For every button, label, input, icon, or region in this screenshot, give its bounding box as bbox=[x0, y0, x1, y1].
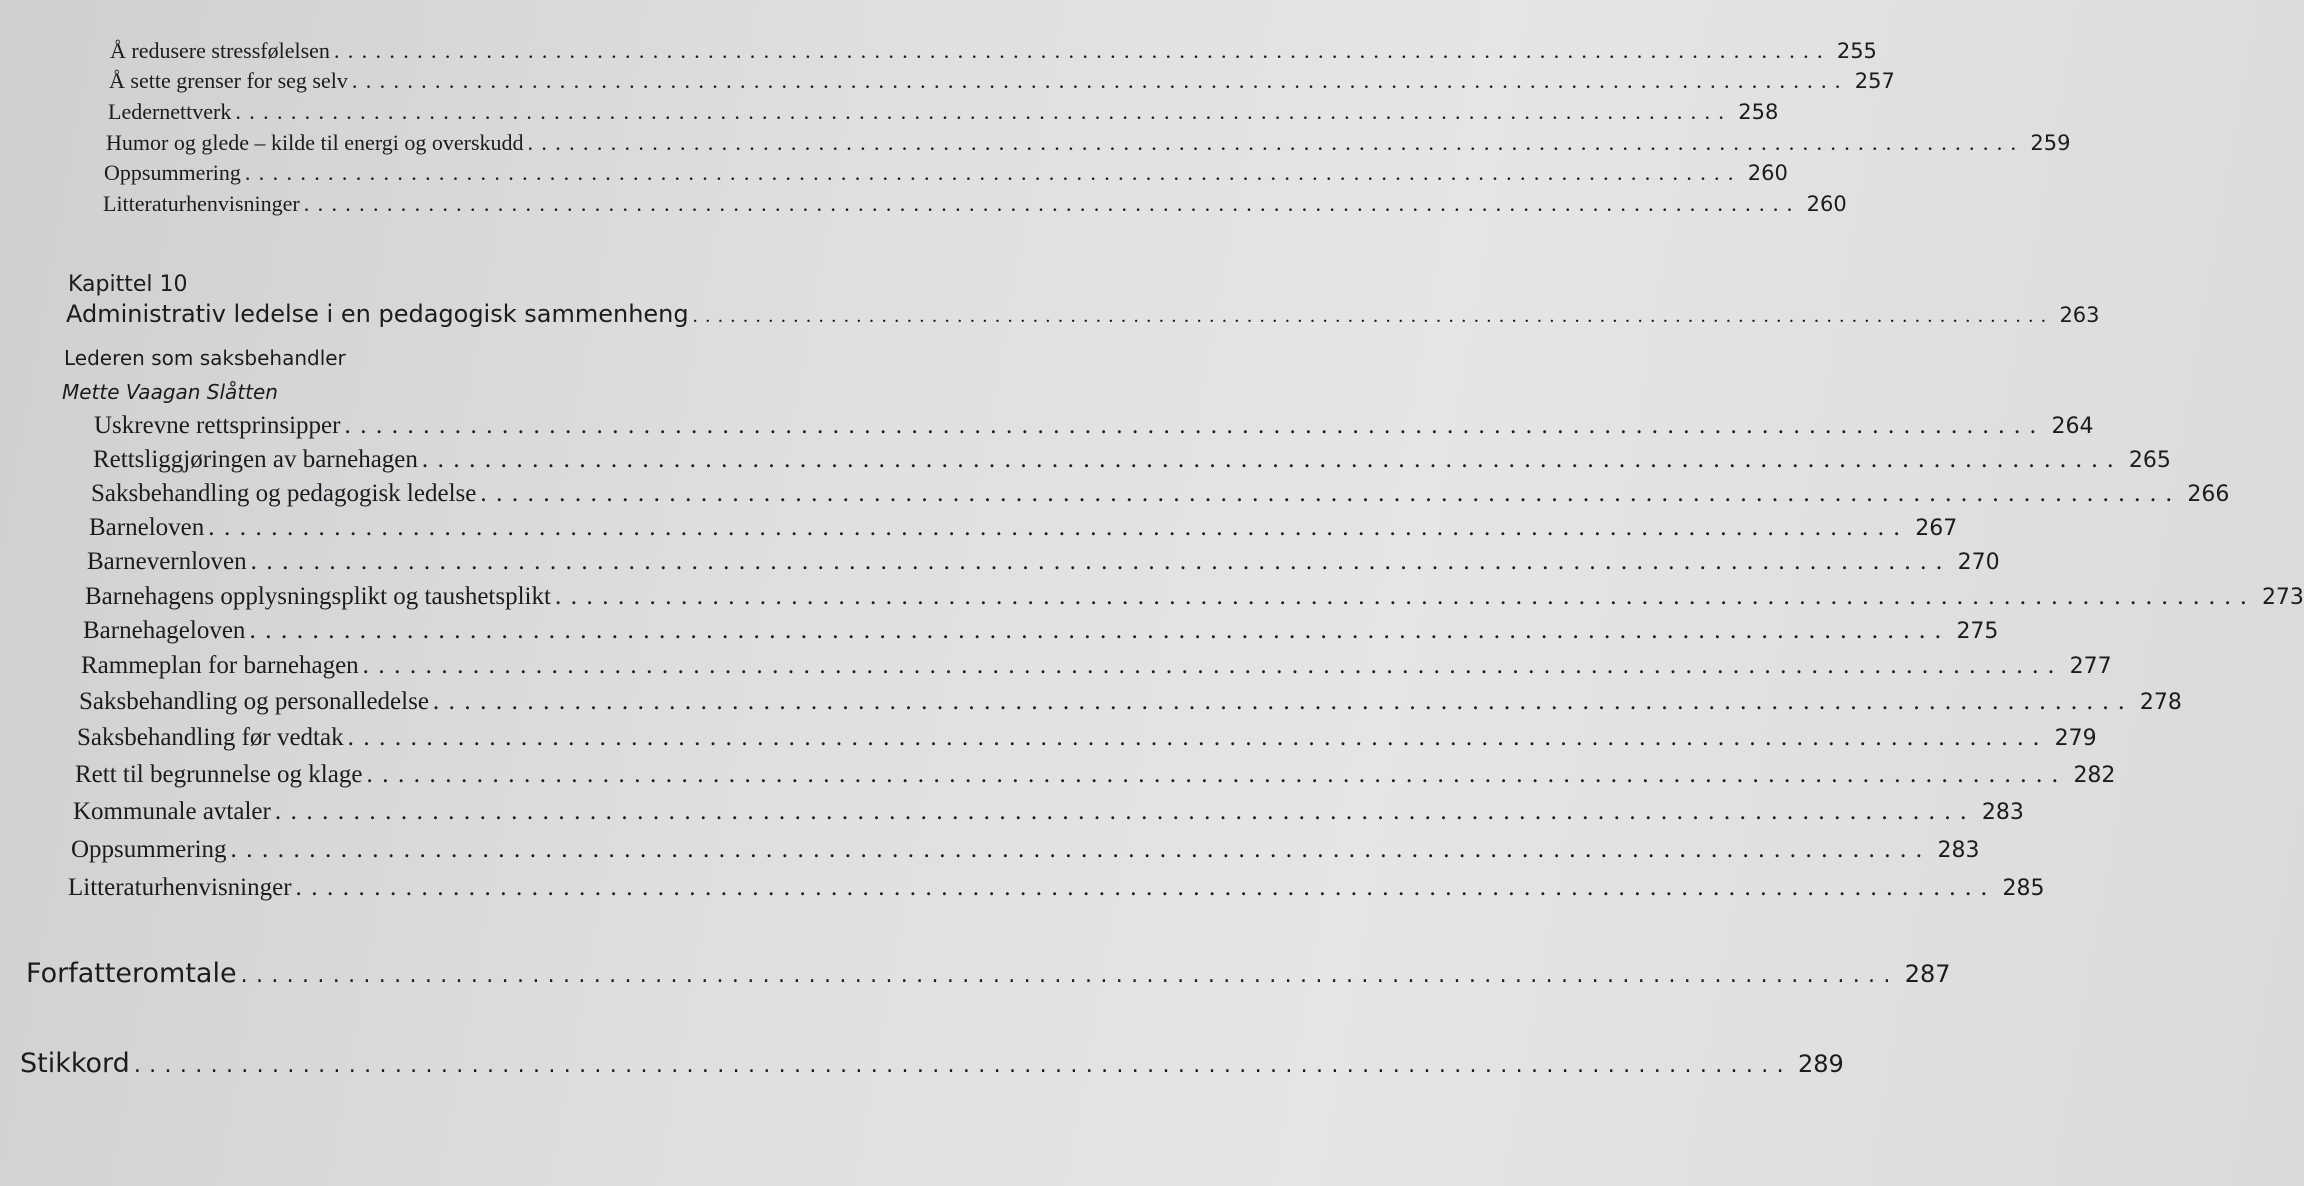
toc-entry-page: 287 bbox=[1904, 960, 1951, 988]
dot-leader: ............................................................................................................ bbox=[362, 652, 2064, 679]
toc-entry-page: 278 bbox=[2139, 690, 2182, 715]
toc-entry bbox=[91, 480, 2230, 508]
chapter-title: Administrativ ledelse i en pedagogisk sammenheng bbox=[66, 300, 689, 328]
toc-entry bbox=[110, 38, 1877, 64]
toc-entry-title: Litteraturhenvisninger bbox=[103, 191, 300, 216]
toc-entry-page: 258 bbox=[1738, 100, 1779, 124]
toc-entry-title: Stikkord bbox=[20, 1048, 130, 1079]
toc-entry bbox=[73, 798, 2024, 826]
dot-leader: ............................................................................................................ bbox=[303, 191, 1801, 216]
toc-entry bbox=[104, 160, 1788, 186]
toc-entry bbox=[106, 130, 2071, 156]
dot-leader: ............................................................................................................ bbox=[366, 761, 2068, 788]
toc-entry-page: 260 bbox=[1806, 192, 1847, 216]
toc-entry-title: Rettsliggjøringen av barnehagen bbox=[93, 446, 418, 473]
dot-leader: ............................................................................................................ bbox=[295, 874, 1997, 901]
dot-leader: ............................................................................................................ bbox=[235, 99, 1733, 124]
dot-leader: ............................................................................................................ bbox=[250, 548, 1952, 575]
toc-entry bbox=[83, 617, 1999, 645]
toc-entry-page: 257 bbox=[1854, 69, 1895, 93]
toc-entry bbox=[94, 412, 2094, 440]
toc-entry-title: Rammeplan for barnehagen bbox=[81, 652, 359, 679]
dot-leader: ............................................................................................................ bbox=[527, 130, 2025, 155]
toc-entry-title: Å redusere stressfølelsen bbox=[110, 38, 330, 63]
toc-entry-title: Barnehagens opplysningsplikt og taushetsplikt bbox=[85, 583, 551, 610]
toc-entry bbox=[20, 1048, 1844, 1079]
toc-entry bbox=[81, 652, 2112, 680]
toc-entry-page: 255 bbox=[1836, 39, 1877, 63]
dot-leader: ............................................................................................................ bbox=[133, 1053, 1792, 1078]
toc-entry-page: 289 bbox=[1797, 1050, 1844, 1078]
toc-entry-title: Humor og glede – kilde til energi og overskudd bbox=[106, 130, 524, 155]
toc-entry-page: 264 bbox=[2051, 414, 2094, 439]
dot-leader: ............................................................................................................ bbox=[480, 480, 2182, 507]
toc-entry bbox=[103, 191, 1847, 217]
dot-leader: ............................................................................................................ bbox=[249, 617, 1951, 644]
toc-entry-title: Saksbehandling og pedagogisk ledelse bbox=[91, 480, 477, 507]
toc-entry bbox=[108, 99, 1779, 125]
dot-leader: ............................................................................................................ bbox=[274, 798, 1976, 825]
dot-leader: ............................................................................................................ bbox=[432, 688, 2134, 715]
toc-entry-page: 283 bbox=[1937, 838, 1980, 863]
toc-entry bbox=[68, 874, 2045, 902]
chapter-page: 263 bbox=[2059, 303, 2100, 327]
dot-leader: ............................................................................................................ bbox=[333, 38, 1831, 63]
chapter-subtitle: Lederen som saksbehandler bbox=[64, 346, 346, 370]
toc-entry-page: 275 bbox=[1956, 619, 1999, 644]
toc-entry-page: 283 bbox=[1981, 800, 2024, 825]
toc-entry bbox=[85, 583, 2304, 611]
toc-entry bbox=[93, 446, 2171, 474]
toc-entry bbox=[109, 68, 1895, 94]
toc-entry-title: Rett til begrunnelse og klage bbox=[75, 761, 363, 788]
dot-leader: ............................................................................................................ bbox=[692, 305, 2054, 327]
toc-entry-page: 260 bbox=[1747, 161, 1788, 185]
dot-leader: ............................................................................................................ bbox=[344, 412, 2046, 439]
toc-entry-title: Kommunale avtaler bbox=[73, 798, 271, 825]
toc-entry-title: Å sette grenser for seg selv bbox=[109, 68, 348, 93]
toc-entry-title: Saksbehandling og personalledelse bbox=[79, 688, 429, 715]
toc-entry-title: Saksbehandling før vedtak bbox=[77, 724, 344, 751]
toc-entry-page: 267 bbox=[1915, 516, 1958, 541]
toc-entry bbox=[87, 548, 2000, 576]
toc-entry bbox=[77, 724, 2097, 752]
toc-entry bbox=[89, 514, 1958, 542]
dot-leader: ............................................................................................................ bbox=[554, 583, 2256, 610]
toc-entry-page: 282 bbox=[2073, 763, 2116, 788]
dot-leader: ............................................................................................................ bbox=[351, 68, 1849, 93]
dot-leader: ............................................................................................................ bbox=[421, 446, 2123, 473]
toc-entry-title: Oppsummering bbox=[71, 836, 227, 863]
toc-entry-title: Barnehageloven bbox=[83, 617, 246, 644]
dot-leader: ............................................................................................................ bbox=[347, 724, 2049, 751]
toc-entry-title: Barneloven bbox=[89, 514, 205, 541]
dot-leader: ............................................................................................................ bbox=[230, 836, 1932, 863]
toc-entry-page: 273 bbox=[2261, 585, 2304, 610]
toc-entry-page: 270 bbox=[1957, 550, 2000, 575]
dot-leader: ............................................................................................................ bbox=[208, 514, 1910, 541]
toc-entry-page: 265 bbox=[2128, 448, 2171, 473]
toc-entry-title: Barnevernloven bbox=[87, 548, 247, 575]
dot-leader: ............................................................................................................ bbox=[244, 160, 1742, 185]
toc-entry-page: 285 bbox=[2002, 876, 2045, 901]
toc-entry bbox=[75, 761, 2116, 789]
chapter-label: Kapittel 10 bbox=[68, 272, 188, 297]
toc-entry-page: 277 bbox=[2069, 654, 2112, 679]
toc-entry bbox=[79, 688, 2182, 716]
toc-entry-page: 279 bbox=[2054, 726, 2097, 751]
toc-entry bbox=[71, 836, 1980, 864]
chapter-author: Mette Vaagan Slåtten bbox=[62, 380, 278, 404]
toc-entry-page: 259 bbox=[2030, 131, 2071, 155]
toc-entry bbox=[26, 958, 1951, 989]
toc-entry-title: Forfatteromtale bbox=[26, 958, 237, 989]
toc-entry-page: 266 bbox=[2187, 482, 2230, 507]
toc-entry-title: Oppsummering bbox=[104, 160, 241, 185]
toc-entry-title: Ledernettverk bbox=[108, 99, 232, 124]
dot-leader: ............................................................................................................ bbox=[240, 963, 1899, 988]
toc-entry-title: Litteraturhenvisninger bbox=[68, 874, 292, 901]
toc-entry-title: Uskrevne rettsprinsipper bbox=[94, 412, 341, 439]
chapter-title-entry bbox=[66, 300, 2100, 328]
